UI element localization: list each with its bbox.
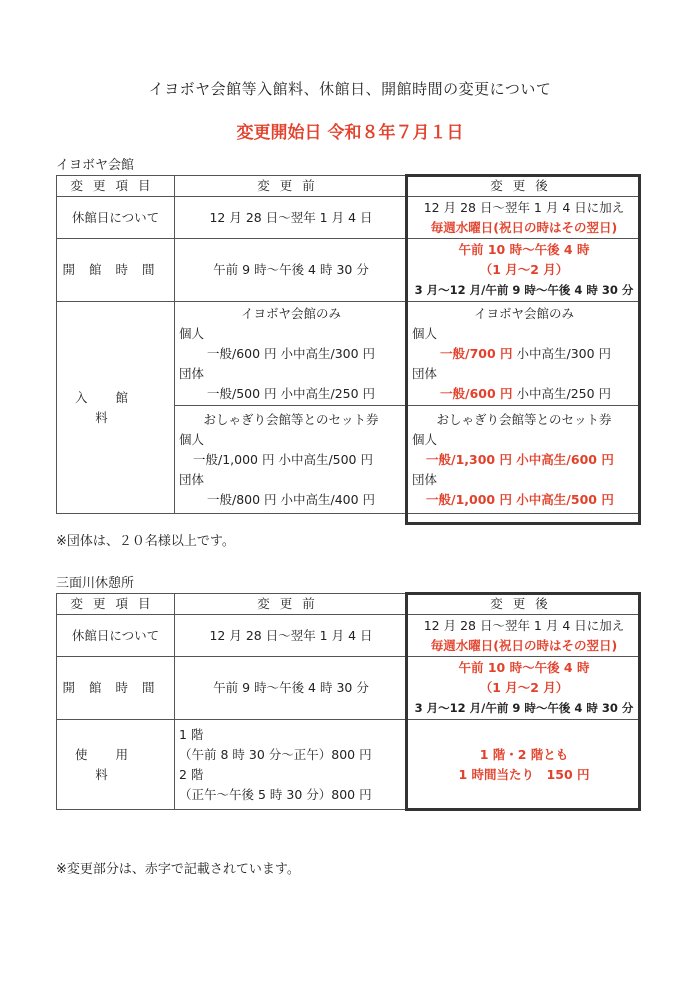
fee-set-before-grp: 一般/800 円 小中高生/400 円 — [207, 491, 376, 507]
table-header-row — [57, 594, 641, 615]
document-title: イヨボヤ会館等入館料、休館日、開館時間の変更について — [148, 80, 552, 98]
row-label: 休館日について — [57, 615, 175, 657]
closed-after-line1: 12 月 28 日～翌年 1 月 4 日に加え — [423, 199, 625, 215]
fee-individual-label: 個人 — [179, 431, 205, 447]
hours-after — [408, 239, 641, 302]
row-label: 開館時間 — [57, 657, 175, 720]
hours-after — [408, 657, 641, 720]
fee-set-after-grp: 一般/1,000 円 小中高生/500 円 — [426, 491, 614, 507]
rest-area-table — [56, 593, 641, 810]
fee-set-after-ind: 一般/1,300 円 小中高生/600 円 — [426, 451, 614, 467]
closed-after-line1: 12 月 28 日～翌年 1 月 4 日に加え — [423, 617, 625, 633]
fee-only-before-grp: 一般/500 円 小中高生/250 円 — [207, 385, 376, 401]
fee-only-before-ind: 一般/600 円 小中高生/300 円 — [207, 345, 376, 361]
closed-after — [408, 197, 641, 239]
fee-only-after-grp — [412, 384, 636, 404]
footer-note: ※変更部分は、赤字で記載されています。 — [56, 862, 300, 877]
fee-only-title: イヨボヤ会館のみ — [240, 305, 341, 321]
iyoboya-table — [56, 175, 641, 514]
start-date: 変更開始日 令和８年７月１日 — [236, 123, 464, 143]
header-before: 変更前 — [175, 594, 408, 615]
fee-set-before-ind: 一般/1,000 円 小中高生/500 円 — [193, 451, 373, 467]
header-after: 変更後 — [408, 594, 641, 615]
fee-only-after-ind-rest: 小中高生/300 円 — [512, 345, 612, 361]
table-header-row — [57, 176, 641, 197]
group-note: ※団体は、２０名様以上です。 — [56, 534, 235, 549]
row-usage-fee — [57, 720, 641, 810]
fee-set-title: おしゃぎり会館等とのセット券 — [203, 411, 379, 427]
hours-after-line3: 3 月～12 月/午前 9 時～午後 4 時 30 分 — [414, 701, 634, 715]
row-hours — [57, 657, 641, 720]
fee-group-label: 団体 — [179, 365, 205, 381]
hours-before: 午前 9 時～午後 4 時 30 分 — [175, 239, 408, 302]
fee-group-label: 団体 — [412, 471, 438, 487]
hours-before: 午前 9 時～午後 4 時 30 分 — [175, 657, 408, 720]
row-fee-only — [57, 302, 641, 406]
closed-after-line2: 毎週水曜日(祝日の時はその翌日) — [430, 219, 618, 235]
row-label: 入館料 — [57, 302, 175, 514]
fee-only-after-grp-rest: 小中高生/250 円 — [512, 385, 612, 401]
header-item: 変更項目 — [57, 594, 175, 615]
fee-set-before — [175, 406, 408, 514]
fee-individual-label: 個人 — [179, 325, 205, 341]
hours-after-line2: （1 月～2 月） — [479, 680, 569, 695]
hours-after-line2: （1 月～2 月） — [479, 262, 569, 277]
header-item: 変更項目 — [57, 176, 175, 197]
fee-only-after — [408, 302, 641, 406]
fee-only-after-ind — [412, 344, 636, 364]
fee-only-before — [175, 302, 408, 406]
hours-after-line3: 3 月～12 月/午前 9 時～午後 4 時 30 分 — [414, 283, 634, 297]
fee-set-title: おしゃぎり会館等とのセット券 — [436, 411, 612, 427]
usage-floor2: 2 階 — [179, 766, 204, 782]
usage-floor1: 1 階 — [179, 726, 204, 742]
usage-after-line1: 1 階・2 階とも — [479, 746, 569, 762]
row-label: 休館日について — [57, 197, 175, 239]
closed-before: 12 月 28 日～翌年 1 月 4 日 — [175, 197, 408, 239]
usage-before — [175, 720, 408, 810]
header-after: 変更後 — [408, 176, 641, 197]
closed-before: 12 月 28 日～翌年 1 月 4 日 — [175, 615, 408, 657]
fee-individual-label: 個人 — [412, 431, 438, 447]
usage-floor2-detail: （正午～午後 5 時 30 分）800 円 — [179, 786, 372, 802]
hours-after-line1: 午前 10 時～午後 4 時 — [458, 660, 590, 675]
fee-group-label: 団体 — [412, 365, 438, 381]
section-label-iyoboya: イヨボヤ会館 — [56, 158, 135, 173]
section-label-rest-area: 三面川休憩所 — [56, 576, 135, 591]
row-label: 開館時間 — [57, 239, 175, 302]
fee-only-title: イヨボヤ会館のみ — [473, 305, 574, 321]
fee-only-after-ind-changed: 一般/700 円 — [440, 345, 513, 361]
fee-individual-label: 個人 — [412, 325, 438, 341]
header-before: 変更前 — [175, 176, 408, 197]
row-closed-days — [57, 615, 641, 657]
usage-floor1-detail: （午前 8 時 30 分～正午）800 円 — [179, 746, 372, 762]
usage-after — [408, 720, 641, 810]
fee-set-after — [408, 406, 641, 514]
fee-only-after-grp-changed: 一般/600 円 — [440, 385, 513, 401]
row-label: 使用料 — [57, 720, 175, 810]
usage-after-line2: 1 時間当たり 150 円 — [458, 766, 590, 782]
row-hours — [57, 239, 641, 302]
closed-after-line2: 毎週水曜日(祝日の時はその翌日) — [430, 637, 618, 653]
fee-group-label: 団体 — [179, 471, 205, 487]
hours-after-line1: 午前 10 時～午後 4 時 — [458, 242, 590, 257]
closed-after — [408, 615, 641, 657]
row-closed-days — [57, 197, 641, 239]
